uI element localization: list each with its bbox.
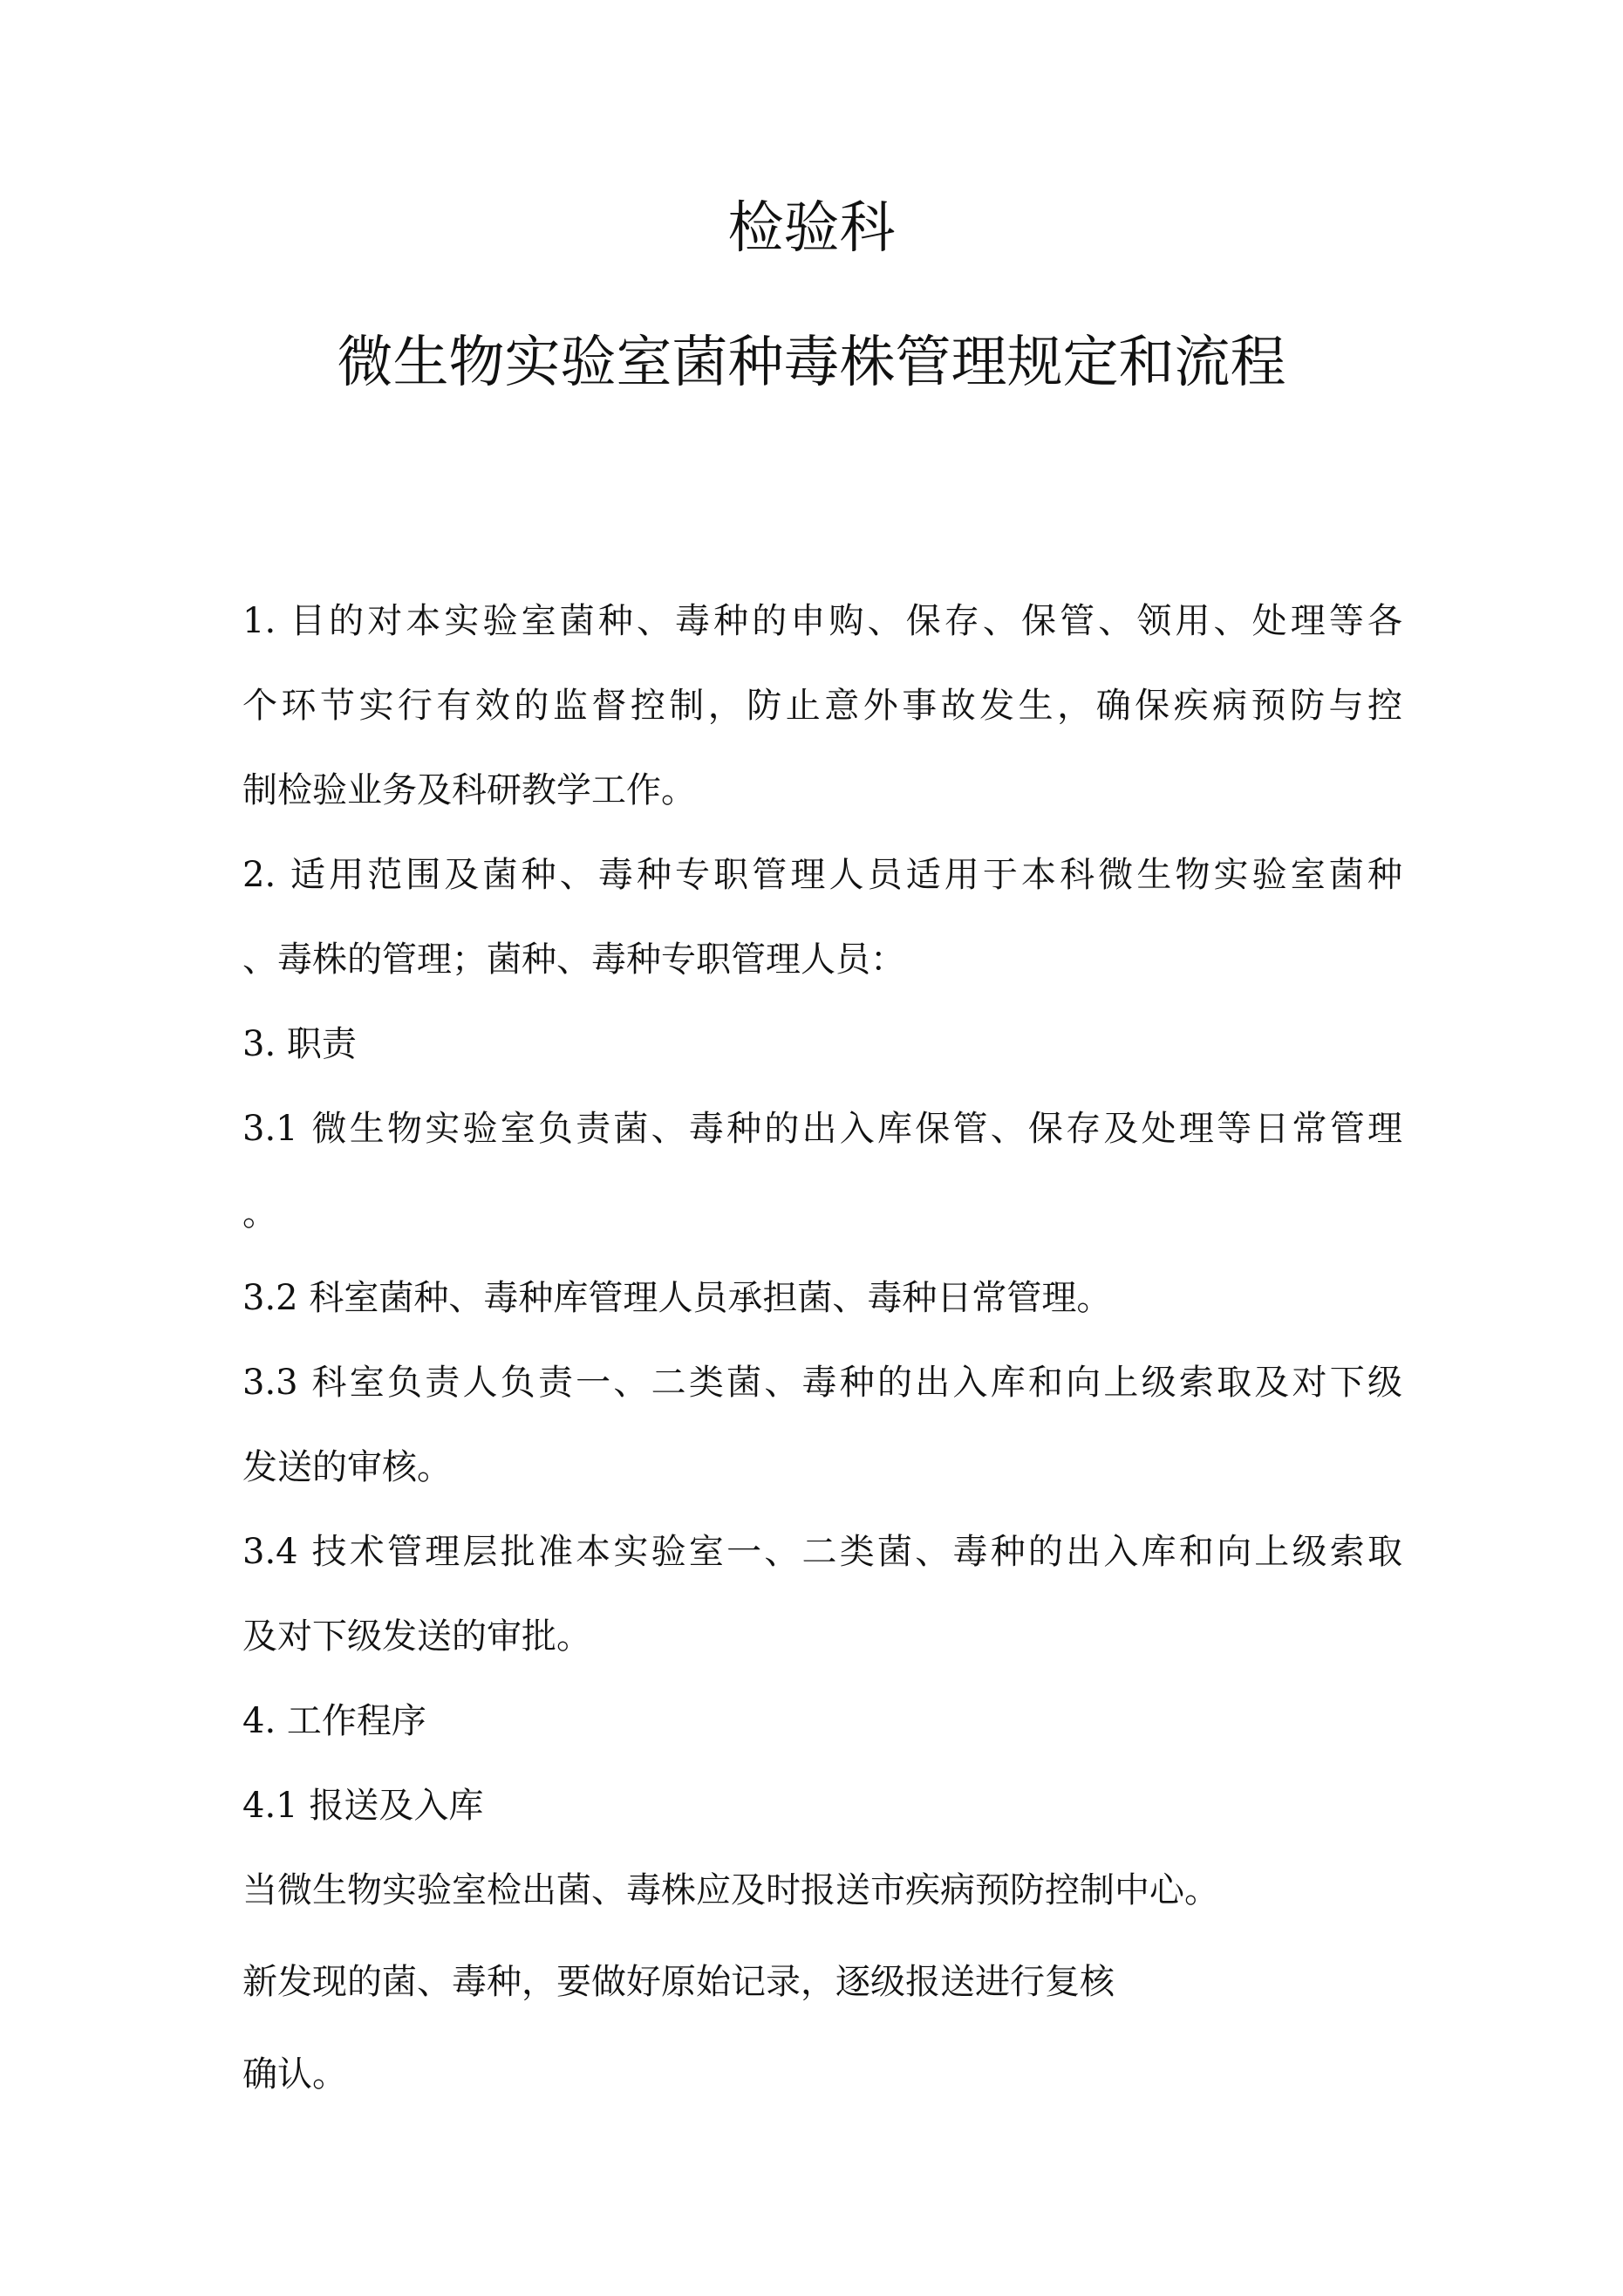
document-subtitle: 微生物实验室菌种毒株管理规定和流程 bbox=[337, 331, 1286, 395]
text-line: 。 bbox=[242, 1193, 277, 1233]
text-line: 4. 工作程序 bbox=[242, 1701, 426, 1741]
text-line: 3.1 微生物实验室负责菌、毒种的出入库保管、保存及处理等日常管理 bbox=[242, 1109, 1402, 1149]
text-line: 3.4 技术管理层批准本实验室一、二类菌、毒种的出入库和向上级索取 bbox=[242, 1532, 1402, 1572]
text-line: 发送的审核。 bbox=[242, 1447, 452, 1487]
text-line: 3. 职责 bbox=[242, 1024, 357, 1064]
text-line: 3.2 科室菌种、毒种库管理人员承担菌、毒种日常管理。 bbox=[242, 1278, 1112, 1318]
text-line: 新发现的菌、毒种，要做好原始记录，逐级报送进行复核 bbox=[242, 1962, 1115, 2002]
text-line: 及对下级发送的审批。 bbox=[242, 1616, 591, 1657]
text-line: 4.1 报送及入库 bbox=[242, 1786, 484, 1826]
text-line: 1. 目的对本实验室菌种、毒种的申购、保存、保管、领用、处理等各 bbox=[242, 601, 1402, 641]
text-line: 、毒株的管理；菌种、毒种专职管理人员： bbox=[242, 940, 905, 980]
text-line: 确认。 bbox=[242, 2054, 347, 2094]
text-line: 个环节实行有效的监督控制，防止意外事故发生，确保疾病预防与控 bbox=[242, 686, 1402, 726]
text-line: 3.3 科室负责人负责一、二类菌、毒种的出入库和向上级索取及对下级 bbox=[242, 1363, 1402, 1403]
text-line: 2. 适用范围及菌种、毒种专职管理人员适用于本科微生物实验室菌种 bbox=[242, 855, 1402, 895]
text-line: 当微生物实验室检出菌、毒株应及时报送市疾病预防控制中心。 bbox=[242, 1870, 1219, 1910]
text-line: 制检验业务及科研教学工作。 bbox=[242, 770, 696, 810]
document-title: 检验科 bbox=[727, 196, 896, 261]
